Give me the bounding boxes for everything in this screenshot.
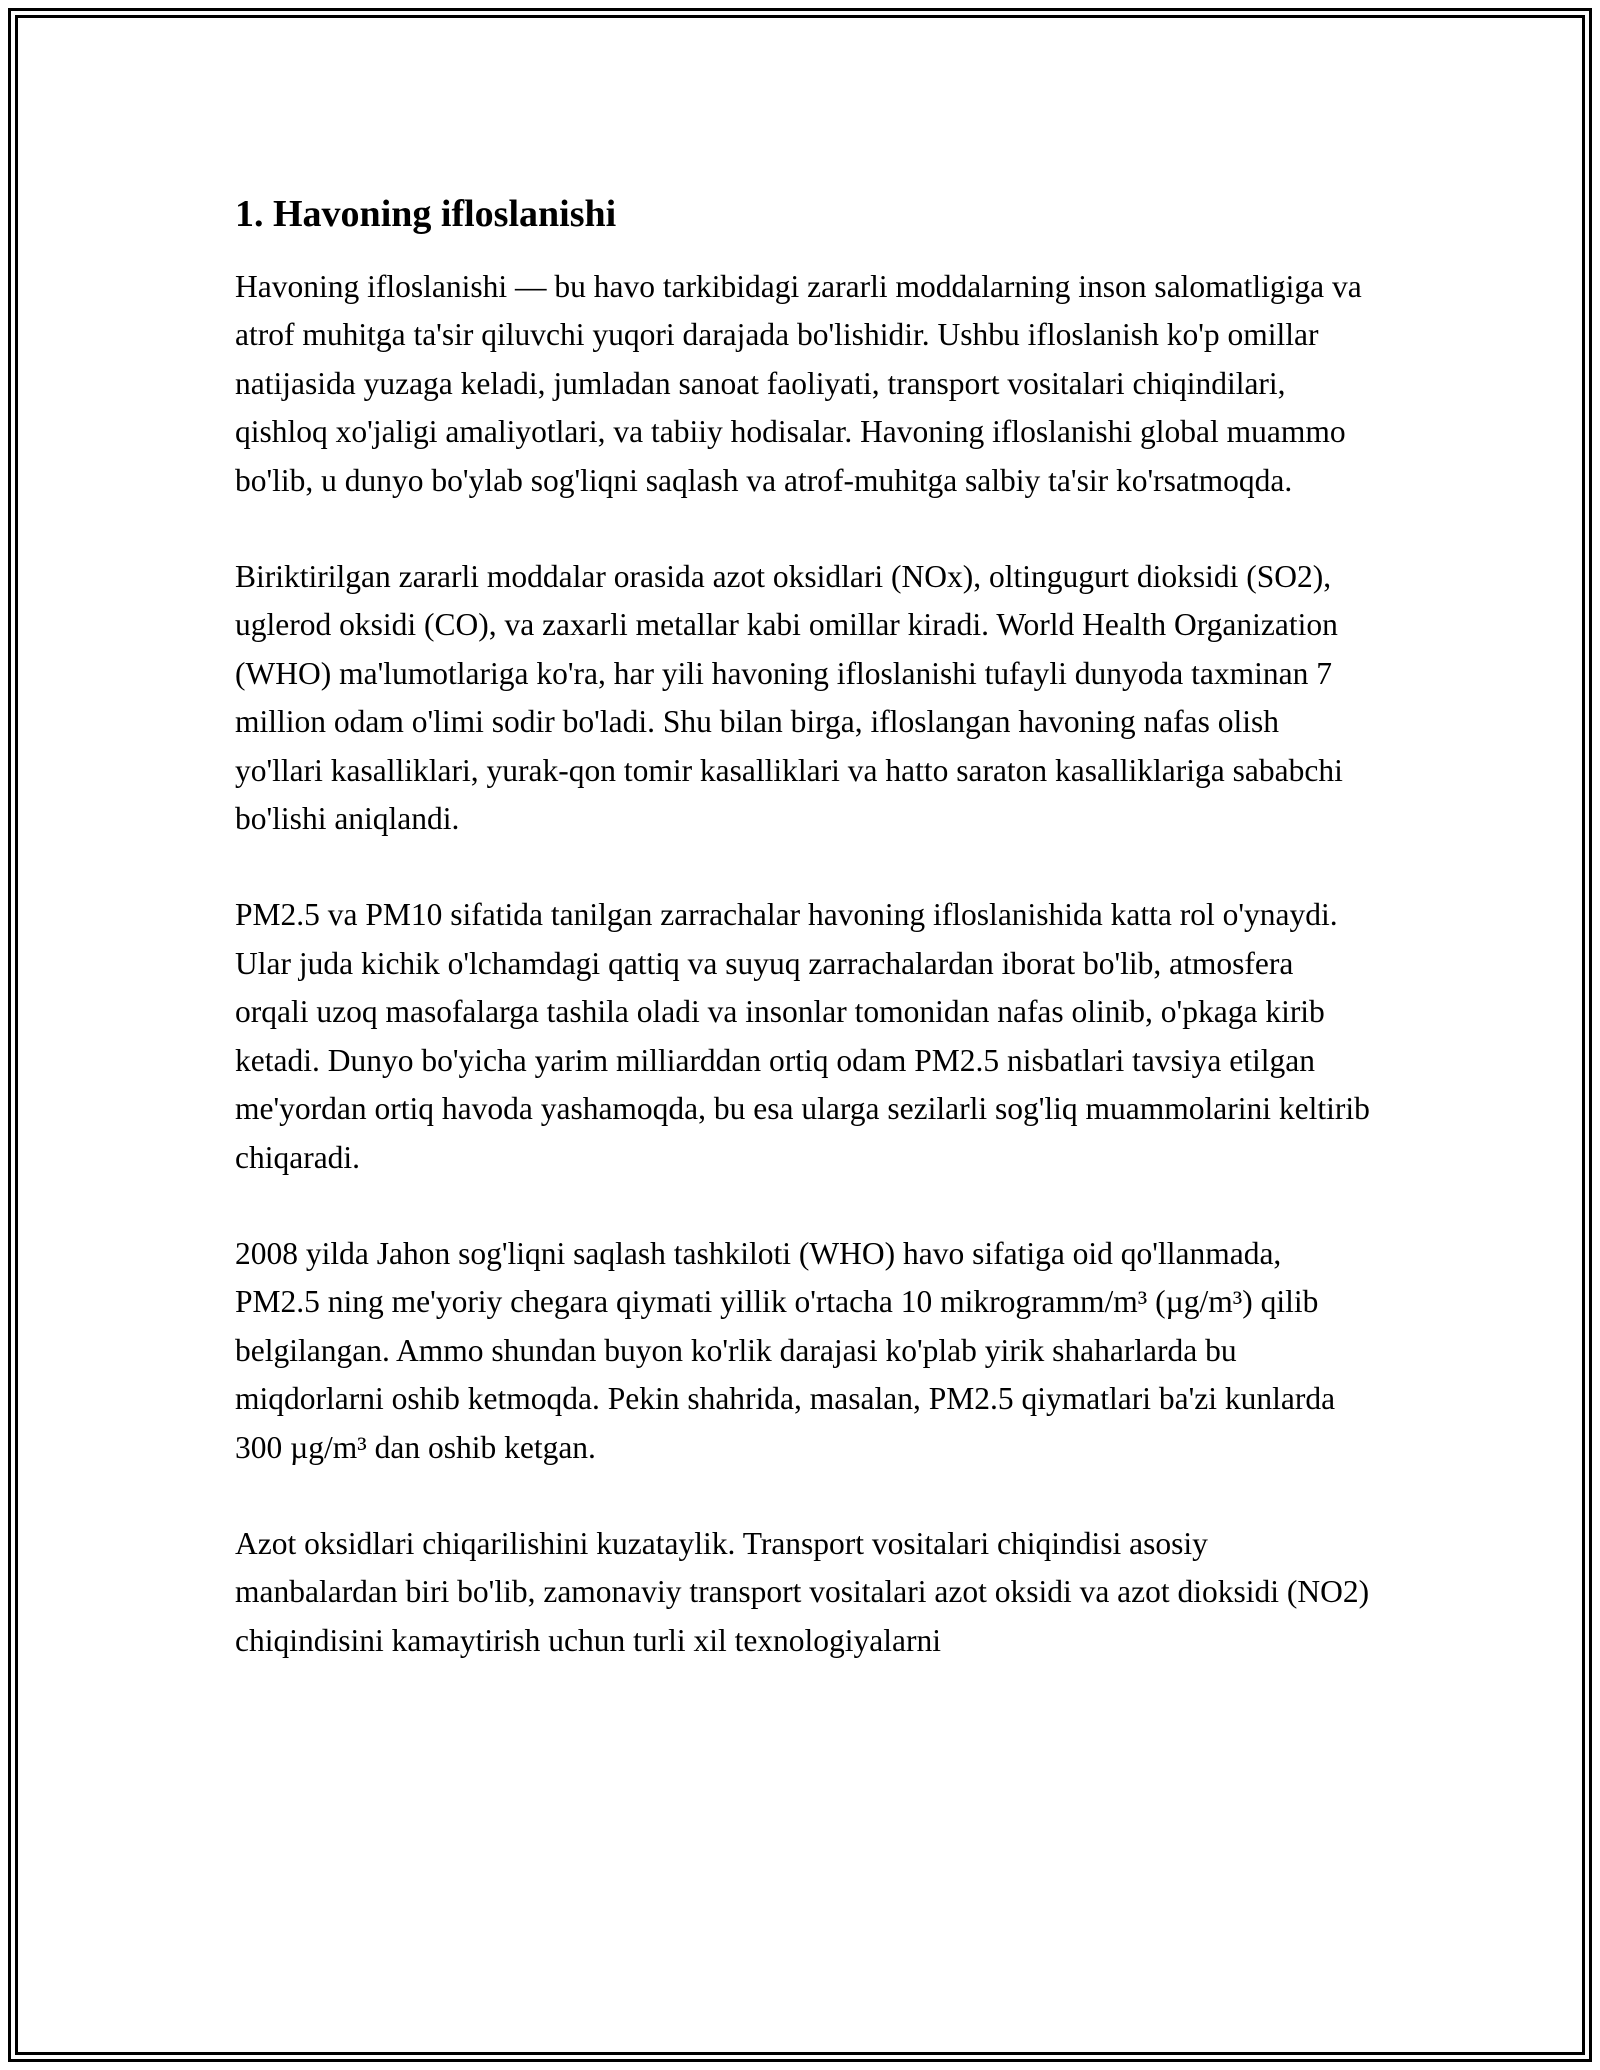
document-body	[235, 185, 1370, 1665]
paragraph-2: Biriktirilgan zararli moddalar orasida azot oksidlari (NOx), oltingugurt dioksidi (SO2), uglerod oksidi (CO), va zaxarli metallar kabi omillar kiradi. World Health Organization (WHO) ma'lumotlariga ko'ra, har yili havoning ifloslanishi tufayli dunyoda taxminan 7 million odam o'limi sodir bo'ladi. Shu bilan birga, ifloslangan havoning nafas olish yo'llari kasalliklari, yurak-qon tomir kasalliklari va hatto saraton kasalliklariga sababchi bo'lishi aniqlandi.	[235, 559, 1343, 837]
paragraph-5: Azot oksidlari chiqarilishini kuzataylik. Transport vositalari chiqindisi asosiy manbalardan biri bo'lib, zamonaviy transport vositalari azot oksidi va azot dioksidi (NO2) chiqindisini kamaytirish uchun turli xil texnologiyalarni	[235, 1525, 1370, 1658]
paragraph-1: Havoning ifloslanishi — bu havo tarkibidagi zararli moddalarning inson salomatligiga va atrof muhitga ta'sir qiluvchi yuqori darajada bo'lishidir. Ushbu ifloslanish ko'p omillar natijasida yuzaga keladi, jumladan sanoat faoliyati, transport vositalari chiqindilari, qishloq xo'jaligi amaliyotlari, va tabiiy hodisalar. Havoning ifloslanishi global muammo bo'lib, u dunyo bo'ylab sog'liqni saqlash va atrof-muhitga salbiy ta'sir ko'rsatmoqda.	[235, 269, 1362, 498]
paragraph-4: 2008 yilda Jahon sog'liqni saqlash tashkiloti (WHO) havo sifatiga oid qo'llanmada, PM2.5 ning me'yoriy chegara qiymati yillik o'rtacha 10 mikrogramm/m³ (µg/m³) qilib belgilangan. Ammo shundan buyon ko'rlik darajasi ko'plab yirik shaharlarda bu miqdorlarni oshib ketmoqda. Pekin shahrida, masalan, PM2.5 qiymatlari ba'zi kunlarda 300 µg/m³ dan oshib ketgan.	[235, 1235, 1336, 1465]
paragraph-3: PM2.5 va PM10 sifatida tanilgan zarrachalar havoning ifloslanishida katta rol o'ynaydi. Ular juda kichik o'lchamdagi qattiq va suyuq zarrachalardan iborat bo'lib, atmosfera orqali uzoq masofalarga tashila oladi va insonlar tomonidan nafas olinib, o'pkaga kirib ketadi. Dunyo bo'yicha yarim milliarddan ortiq odam PM2.5 nisbatlari tavsiya etilgan me'yordan ortiq havoda yashamoqda, bu esa ularga sezilarli sog'liq muammolarini keltirib chiqaradi.	[235, 897, 1370, 1175]
section-heading: 1. Havoning ifloslanishi	[235, 193, 617, 235]
